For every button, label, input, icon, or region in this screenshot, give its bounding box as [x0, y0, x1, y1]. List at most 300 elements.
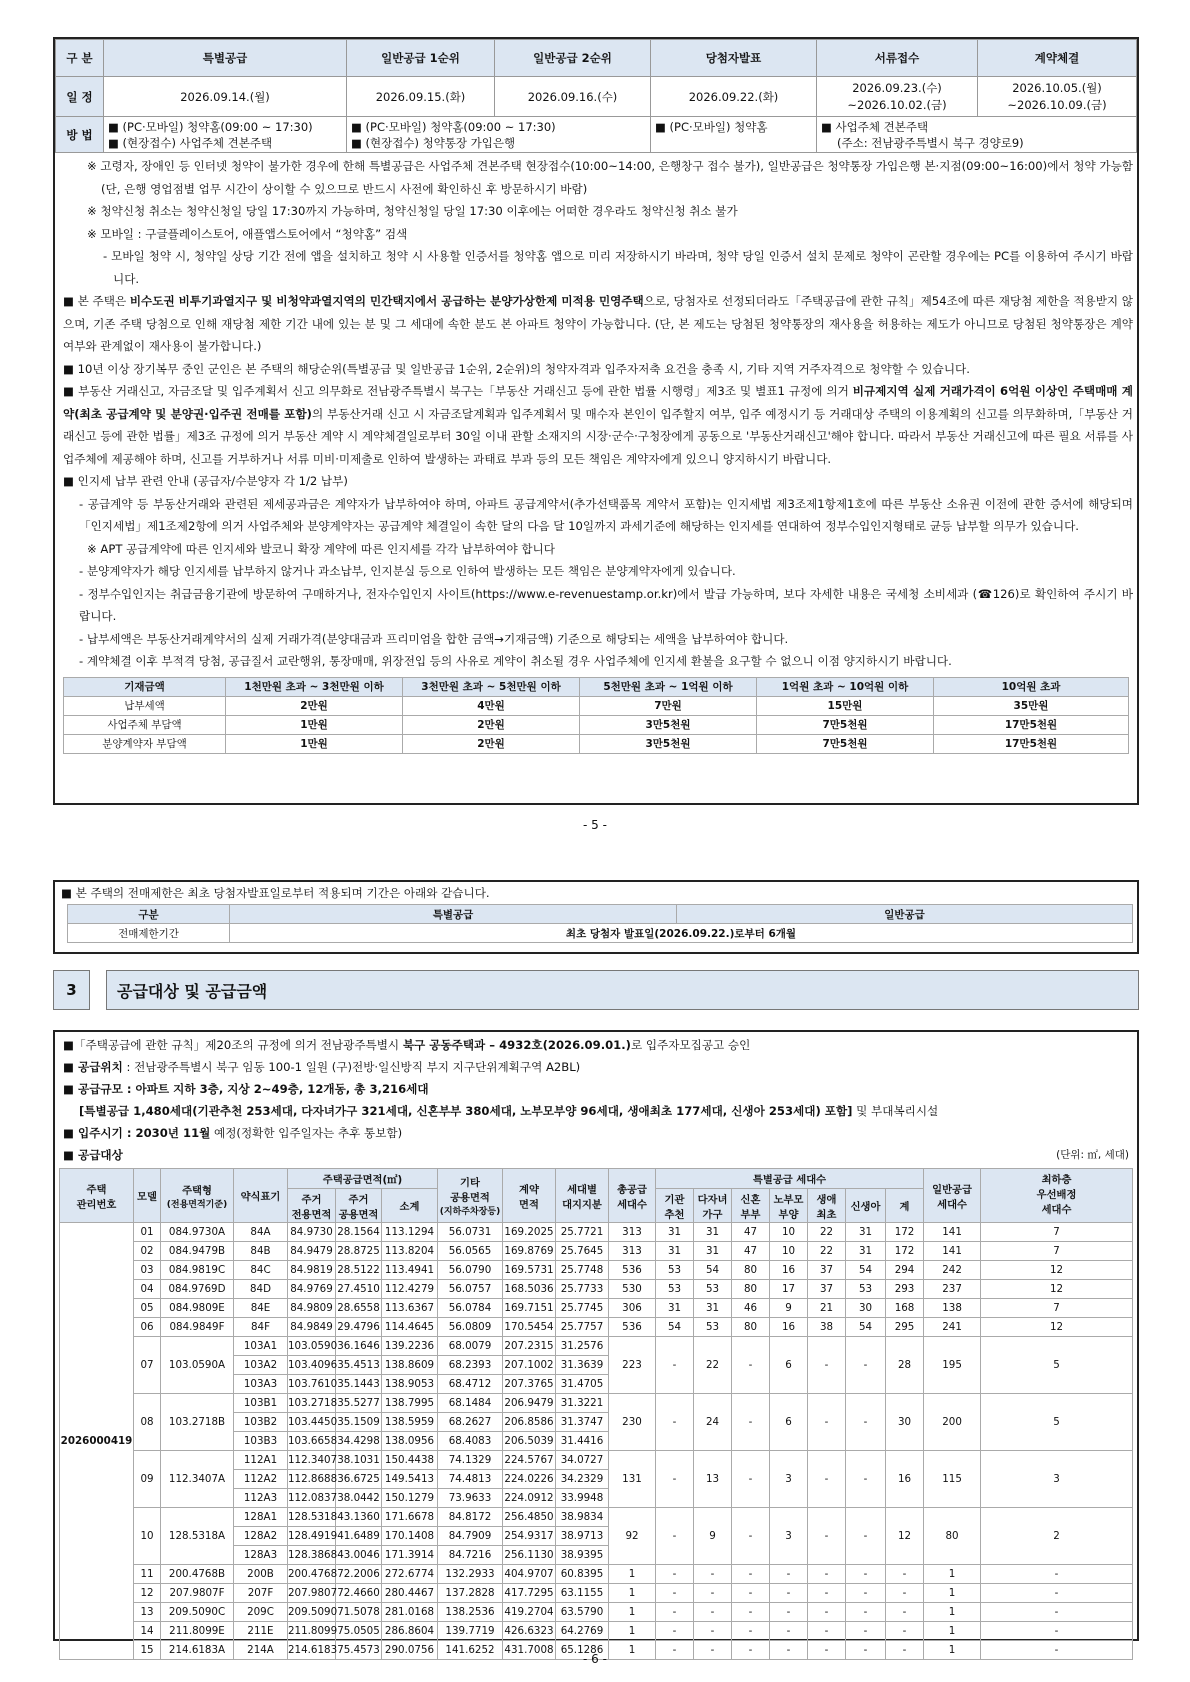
area-cell: 103A2 [234, 1356, 288, 1375]
date-cell: 2026.09.14.(월) [104, 77, 347, 117]
resale-value: 최초 당첨자 발표일(2026.09.22.)로부터 6개월 [230, 924, 1133, 943]
area-cell: 84.7909 [438, 1527, 503, 1546]
date-label: 일 정 [56, 77, 104, 117]
note-bold: 비수도권 비투기과열지구 및 비청약과열지역의 민간택지에서 공급하는 분양가상한제 미적용 민영주택 [129, 294, 644, 308]
area-cell: 43.1360 [336, 1508, 382, 1527]
special-cell: - [886, 1565, 924, 1584]
col-header: 기관 추천 [656, 1189, 694, 1223]
info-bold: 북구 공동주택과 – 4932호(2026.09.01.) [402, 1038, 631, 1052]
schedule-header: 서류접수 [817, 40, 978, 77]
note-text: - 공급계약 등 부동산거래와 관련된 제세공과금은 계약자가 납부하여야 하며, 아파트 공급계약서(추가선택품목 계약서 포함)는 인지세법 제3조제1항제1호에 따른 부동산 소유권 이전에 관한 증서에 해당되며「인지세법」제1조제2항에 의거 사업주체와 분양계약자는 공급계약 체결일이 속한 달의 다음 달 10일까지 과세기준에 해당하는 인지세를 연대하여 정부수입인지형태로 균등 납부할 의무가 있습니다. [79, 496, 1133, 533]
special-cell: 54 [846, 1318, 886, 1337]
tax-row [64, 696, 1129, 715]
col-header: 최하층 우선배정 세대수 [981, 1169, 1133, 1223]
schedule-header: 일반공급 2순위 [495, 40, 651, 77]
info-text: 및 부대복리시설 [852, 1104, 939, 1118]
model-cell: 04 [134, 1280, 161, 1299]
info-bold: ■ 공급규모 [63, 1082, 123, 1096]
tax-cell: 15만원 [757, 696, 934, 715]
area-cell: 207.1002 [503, 1356, 556, 1375]
model-cell: 11 [134, 1565, 161, 1584]
type-cell: 084.9809E [161, 1299, 234, 1318]
area-cell: 84.7216 [438, 1546, 503, 1565]
area-cell: 63.1155 [556, 1584, 609, 1603]
date-cell [978, 77, 1137, 117]
area-cell: 281.0168 [382, 1603, 438, 1622]
table-row [60, 1337, 1133, 1356]
area-cell: 113.6367 [382, 1299, 438, 1318]
low-floor-cell: - [981, 1565, 1133, 1584]
schedule-header: 구 분 [56, 40, 104, 77]
special-cell: 294 [886, 1261, 924, 1280]
note-text: - 분양계약자가 해당 인지세를 납부하지 않거나 과소납부, 인지분실 등으로 인하여 발생하는 모든 책임은 분양계약자에게 있습니다. [79, 564, 736, 578]
type-cell: 103.2718B [161, 1394, 234, 1451]
col-header: 주거 공용면적 [336, 1189, 382, 1223]
area-cell: 25.7645 [556, 1242, 609, 1261]
info-bold: : 아파트 지하 3층, 지상 2~49층, 12개동, 총 3,216세대 [122, 1082, 429, 1096]
col-header-sub: (지하주차장등) [439, 1207, 501, 1217]
low-floor-cell: 7 [981, 1242, 1133, 1261]
area-cell: 68.4083 [438, 1432, 503, 1451]
total-cell: 313 [609, 1223, 656, 1242]
model-cell: 12 [134, 1584, 161, 1603]
area-cell: 139.2236 [382, 1337, 438, 1356]
area-cell: 206.8586 [503, 1413, 556, 1432]
tax-cell: 2만원 [226, 696, 403, 715]
area-cell: 209C [234, 1603, 288, 1622]
special-cell: - [886, 1622, 924, 1641]
area-cell: 29.4796 [336, 1318, 382, 1337]
special-cell: - [846, 1565, 886, 1584]
resale-note: ■ 본 주택의 전매제한은 최초 당첨자발표일로부터 적용되며 기간은 아래와 같습니다. [61, 886, 490, 900]
special-cell: 12 [886, 1508, 924, 1565]
special-cell: 31 [846, 1242, 886, 1261]
area-cell: 138.8609 [382, 1356, 438, 1375]
tax-cell: 1만원 [226, 734, 403, 753]
special-cell: - [886, 1584, 924, 1603]
info-bold: ■ 공급대상 [63, 1148, 123, 1162]
tax-cell: 7만원 [580, 696, 757, 715]
general-cell: 1 [924, 1603, 981, 1622]
area-cell: 68.2393 [438, 1356, 503, 1375]
col-header [161, 1169, 234, 1223]
area-cell: 64.2769 [556, 1622, 609, 1641]
area-cell: 171.6678 [382, 1508, 438, 1527]
page-number: - 6 - [583, 1652, 607, 1666]
total-cell: 1 [609, 1622, 656, 1641]
special-cell: - [732, 1394, 770, 1451]
special-cell: 30 [846, 1299, 886, 1318]
area-cell: 112A1 [234, 1451, 288, 1470]
unit-note: (단위: ㎡, 세대) [1056, 1149, 1129, 1161]
area-cell: 65.1286 [556, 1641, 609, 1660]
type-cell: 084.9479B [161, 1242, 234, 1261]
area-cell: 84D [234, 1280, 288, 1299]
section-heading [53, 970, 1139, 1010]
area-cell: 139.7719 [438, 1622, 503, 1641]
area-cell: 211E [234, 1622, 288, 1641]
tax-header: 3천만원 초과 ~ 5천만원 이하 [403, 677, 580, 696]
special-cell: 31 [694, 1242, 732, 1261]
general-cell: 1 [924, 1622, 981, 1641]
tax-cell: 3만5천원 [580, 715, 757, 734]
special-cell: - [694, 1603, 732, 1622]
model-cell: 06 [134, 1318, 161, 1337]
type-cell: 084.9819C [161, 1261, 234, 1280]
low-floor-cell: - [981, 1584, 1133, 1603]
total-cell: 536 [609, 1261, 656, 1280]
area-cell: 138.7995 [382, 1394, 438, 1413]
special-cell: - [656, 1565, 694, 1584]
special-cell: 17 [770, 1280, 808, 1299]
special-cell: 10 [770, 1242, 808, 1261]
special-cell: 21 [808, 1299, 846, 1318]
supply-body [60, 1223, 1133, 1660]
type-cell: 207.9807F [161, 1584, 234, 1603]
area-cell: 84.9730 [288, 1223, 336, 1242]
area-cell: 113.8204 [382, 1242, 438, 1261]
area-cell: 103A1 [234, 1337, 288, 1356]
area-cell: 73.9633 [438, 1489, 503, 1508]
model-cell: 03 [134, 1261, 161, 1280]
area-cell: 25.7733 [556, 1280, 609, 1299]
total-cell: 1 [609, 1584, 656, 1603]
general-cell: 1 [924, 1584, 981, 1603]
area-cell: 75.0505 [336, 1622, 382, 1641]
general-cell: 237 [924, 1280, 981, 1299]
area-cell: 31.3747 [556, 1413, 609, 1432]
col-header: 신혼 부부 [732, 1189, 770, 1223]
mgmt-number-cell: 2026000419 [60, 1223, 134, 1660]
special-cell: 54 [846, 1261, 886, 1280]
tax-cell: 1만원 [226, 715, 403, 734]
area-cell: 56.0809 [438, 1318, 503, 1337]
area-cell: 112.8688 [288, 1470, 336, 1489]
special-cell: - [846, 1508, 886, 1565]
area-cell: 214.6183 [288, 1641, 336, 1660]
method-line: ■ (현장접수) 사업주체 견본주택 [108, 135, 273, 150]
low-floor-cell: - [981, 1603, 1133, 1622]
info-line [63, 1122, 1133, 1144]
area-cell: 35.1509 [336, 1413, 382, 1432]
table-row [60, 1280, 1133, 1299]
low-floor-cell: 12 [981, 1318, 1133, 1337]
special-cell: 3 [770, 1508, 808, 1565]
area-cell: 56.0731 [438, 1223, 503, 1242]
special-cell: - [808, 1641, 846, 1660]
area-cell: 84F [234, 1318, 288, 1337]
special-cell: - [732, 1584, 770, 1603]
special-cell: 37 [808, 1280, 846, 1299]
method-cell [817, 117, 1137, 153]
special-cell: 3 [770, 1451, 808, 1508]
low-floor-cell: 7 [981, 1299, 1133, 1318]
low-floor-cell: 2 [981, 1508, 1133, 1565]
area-cell: 84E [234, 1299, 288, 1318]
area-cell: 137.2828 [438, 1584, 503, 1603]
special-cell: - [846, 1394, 886, 1451]
date-start: 2026.10.05.(월) [1012, 80, 1102, 95]
col-header: 노부모 부양 [770, 1189, 808, 1223]
area-cell: 200.4768 [288, 1565, 336, 1584]
special-cell: 46 [732, 1299, 770, 1318]
special-cell: 38 [808, 1318, 846, 1337]
general-cell: 200 [924, 1394, 981, 1451]
date-cell: 2026.09.15.(화) [347, 77, 495, 117]
tax-cell: 17만5천원 [934, 715, 1129, 734]
special-cell: - [808, 1508, 846, 1565]
special-cell: 47 [732, 1242, 770, 1261]
info-text: : 전남광주특별시 북구 임동 100-1 일원 (구)전방·일신방직 부지 지구단위계획구역 A2BL) [122, 1060, 581, 1074]
col-header: 생애 최초 [808, 1189, 846, 1223]
date-cell [817, 77, 978, 117]
area-cell: 112A2 [234, 1470, 288, 1489]
special-cell: 16 [770, 1261, 808, 1280]
tax-row [64, 734, 1129, 753]
area-cell: 41.6489 [336, 1527, 382, 1546]
schedule-header: 당첨자발표 [651, 40, 817, 77]
area-cell: 103.2718 [288, 1394, 336, 1413]
special-cell: - [694, 1641, 732, 1660]
table-row [60, 1261, 1133, 1280]
area-cell: 170.1408 [382, 1527, 438, 1546]
table-row [60, 1223, 1133, 1242]
tax-cell: 17만5천원 [934, 734, 1129, 753]
area-cell: 224.5767 [503, 1451, 556, 1470]
special-cell: - [770, 1603, 808, 1622]
area-cell: 35.5277 [336, 1394, 382, 1413]
area-cell: 112.4279 [382, 1280, 438, 1299]
special-cell: 16 [770, 1318, 808, 1337]
general-cell: 141 [924, 1223, 981, 1242]
area-cell: 103.4450 [288, 1413, 336, 1432]
special-cell: 31 [656, 1299, 694, 1318]
date-cell: 2026.09.16.(수) [495, 77, 651, 117]
section-number: 3 [53, 970, 90, 1010]
area-cell: 35.4513 [336, 1356, 382, 1375]
resale-header: 일반공급 [677, 905, 1133, 924]
special-cell: 54 [694, 1261, 732, 1280]
model-cell: 09 [134, 1451, 161, 1508]
supply-table [59, 1168, 1133, 1660]
type-cell: 200.4768B [161, 1565, 234, 1584]
special-cell: 6 [770, 1337, 808, 1394]
model-cell: 14 [134, 1622, 161, 1641]
table-row [60, 1584, 1133, 1603]
resale-box [53, 880, 1139, 954]
area-cell: 207.9807 [288, 1584, 336, 1603]
area-cell: 112A3 [234, 1489, 288, 1508]
area-cell: 138.0956 [382, 1432, 438, 1451]
area-cell: 103.7610 [288, 1375, 336, 1394]
supply-box [53, 1030, 1139, 1656]
type-cell: 209.5090C [161, 1603, 234, 1622]
total-cell: 131 [609, 1451, 656, 1508]
tax-cell: 2만원 [403, 734, 580, 753]
area-cell: 74.4813 [438, 1470, 503, 1489]
schedule-header: 특별공급 [104, 40, 347, 77]
low-floor-cell: 7 [981, 1223, 1133, 1242]
method-label: 방 법 [56, 117, 104, 153]
table-row [60, 1318, 1133, 1337]
page5-box [53, 37, 1139, 805]
special-cell: - [732, 1508, 770, 1565]
special-cell: - [656, 1622, 694, 1641]
model-cell: 07 [134, 1337, 161, 1394]
total-cell: 92 [609, 1508, 656, 1565]
col-header: 일반공급 세대수 [924, 1169, 981, 1223]
area-cell: 206.9479 [503, 1394, 556, 1413]
area-cell: 72.4660 [336, 1584, 382, 1603]
type-cell: 084.9769D [161, 1280, 234, 1299]
area-cell: 71.5078 [336, 1603, 382, 1622]
special-cell: 37 [808, 1261, 846, 1280]
special-cell: - [846, 1451, 886, 1508]
special-cell: 22 [694, 1337, 732, 1394]
area-cell: 34.2329 [556, 1470, 609, 1489]
area-cell: 431.7008 [503, 1641, 556, 1660]
area-cell: 25.7748 [556, 1261, 609, 1280]
col-header-sub: (전용면적기준) [166, 1199, 228, 1210]
special-cell: 168 [886, 1299, 924, 1318]
method-cell [347, 117, 651, 153]
special-cell: 28 [886, 1337, 924, 1394]
low-floor-cell: - [981, 1641, 1133, 1660]
col-header: 다자녀 가구 [694, 1189, 732, 1223]
area-cell: 169.2025 [503, 1223, 556, 1242]
special-cell: - [846, 1337, 886, 1394]
area-cell: 103.4096 [288, 1356, 336, 1375]
area-cell: 38.9713 [556, 1527, 609, 1546]
total-cell: 313 [609, 1242, 656, 1261]
table-row [60, 1242, 1133, 1261]
special-cell: - [656, 1337, 694, 1394]
general-cell: 242 [924, 1261, 981, 1280]
type-cell: 112.3407A [161, 1451, 234, 1508]
area-cell: 68.1484 [438, 1394, 503, 1413]
schedule-table [55, 39, 1137, 153]
special-cell: 31 [846, 1223, 886, 1242]
note-text: - 납부세액은 부동산거래계약서의 실제 거래가격(분양대금과 프리미엄을 합한 금액→기재금액) 기준으로 해당되는 세액을 납부하여야 합니다. [79, 631, 789, 646]
special-cell: 31 [694, 1223, 732, 1242]
date-end: ~2026.10.02.(금) [847, 97, 947, 112]
note-text: ■ 본 주택은 [63, 294, 130, 308]
area-cell: 280.4467 [382, 1584, 438, 1603]
area-cell: 209.5090 [288, 1603, 336, 1622]
total-cell: 1 [609, 1641, 656, 1660]
area-cell: 206.5039 [503, 1432, 556, 1451]
note-bold: 비규제지역 실제 거래가격이 6억원 이상인 주택매매 계약(최초 공급계약 및 분양권·입주권 전매를 포함) [63, 384, 1133, 421]
section-title: 공급대상 및 공급금액 [106, 970, 1139, 1010]
area-cell: 114.4645 [382, 1318, 438, 1337]
model-cell: 08 [134, 1394, 161, 1451]
area-cell: 103B3 [234, 1432, 288, 1451]
info-bold: : 2030년 11월 [122, 1126, 211, 1140]
tax-row [64, 715, 1129, 734]
area-cell: 286.8604 [382, 1622, 438, 1641]
info-line [63, 1056, 1133, 1078]
area-cell: 31.2576 [556, 1337, 609, 1356]
note-text: - 모바일 청약 시, 청약일 상당 기간 전에 앱을 설치하고 청약 시 사용할 인증서를 청약홈 앱으로 미리 저장하시기 바라며, 청약 당일 인증서 설치 문제로 청약이 곤란할 경우에는 PC를 이용하여 주시기 바랍니다. [103, 249, 1133, 286]
col-header: 소계 [382, 1189, 438, 1223]
notes-block [55, 153, 1137, 673]
area-cell: 169.7151 [503, 1299, 556, 1318]
special-cell: - [808, 1394, 846, 1451]
low-floor-cell: 12 [981, 1280, 1133, 1299]
page-number: - 5 - [583, 818, 607, 832]
tax-header: 10억원 초과 [934, 677, 1129, 696]
area-cell: 224.0912 [503, 1489, 556, 1508]
table-row [60, 1299, 1133, 1318]
col-header: 주택 관리번호 [60, 1169, 134, 1223]
note-text: ■ 인지세 납부 관련 안내 (공급자/수분양자 각 1/2 납부) [63, 474, 348, 488]
special-cell: 31 [656, 1242, 694, 1261]
area-cell: 31.3221 [556, 1394, 609, 1413]
total-cell: 1 [609, 1565, 656, 1584]
col-header-text: 주택형 [182, 1184, 212, 1197]
area-cell: 43.0046 [336, 1546, 382, 1565]
area-cell: 34.4298 [336, 1432, 382, 1451]
note-text: - 정부수입인지는 취급금융기관에 방문하여 구매하거나, 전자수입인지 사이트(https://www.e-revenuestamp.or.kr)에서 발급 가능하며, 보다 자세한 내용은 국세청 소비세과 (☎126)로 확인하여 주시기 바랍니다. [79, 586, 1133, 623]
tax-cell: 3만5천원 [580, 734, 757, 753]
method-line: ■ (현장접수) 청약통장 가입은행 [351, 135, 516, 150]
area-cell: 25.7745 [556, 1299, 609, 1318]
area-cell: 207.2315 [503, 1337, 556, 1356]
schedule-header: 일반공급 1순위 [347, 40, 495, 77]
area-cell: 28.5122 [336, 1261, 382, 1280]
area-cell: 33.9948 [556, 1489, 609, 1508]
special-cell: 9 [770, 1299, 808, 1318]
area-cell: 28.8725 [336, 1242, 382, 1261]
general-cell: 195 [924, 1337, 981, 1394]
area-cell: 132.2933 [438, 1565, 503, 1584]
special-cell: - [732, 1622, 770, 1641]
special-cell: - [770, 1641, 808, 1660]
special-cell: 172 [886, 1242, 924, 1261]
area-cell: 56.0565 [438, 1242, 503, 1261]
resale-table [67, 904, 1133, 943]
area-cell: 224.0226 [503, 1470, 556, 1489]
general-cell: 241 [924, 1318, 981, 1337]
special-cell: 53 [656, 1280, 694, 1299]
col-header: 총공급 세대수 [609, 1169, 656, 1223]
area-cell: 214A [234, 1641, 288, 1660]
area-cell: 171.3914 [382, 1546, 438, 1565]
special-cell: - [846, 1641, 886, 1660]
special-cell: 22 [808, 1223, 846, 1242]
area-cell: 68.4712 [438, 1375, 503, 1394]
area-cell: 36.1646 [336, 1337, 382, 1356]
area-cell: 68.0079 [438, 1337, 503, 1356]
area-cell: 168.5036 [503, 1280, 556, 1299]
tax-cell: 7만5천원 [757, 734, 934, 753]
resale-header: 특별공급 [230, 905, 677, 924]
area-cell: 256.1130 [503, 1546, 556, 1565]
area-cell: 211.8099 [288, 1622, 336, 1641]
special-cell: 31 [656, 1223, 694, 1242]
area-cell: 169.5731 [503, 1261, 556, 1280]
date-end: ~2026.10.09.(금) [1007, 97, 1107, 112]
area-cell: 84B [234, 1242, 288, 1261]
special-cell: 47 [732, 1223, 770, 1242]
area-cell: 103B1 [234, 1394, 288, 1413]
table-row [60, 1451, 1133, 1470]
col-header-text: 기타 공용면적 [450, 1177, 490, 1204]
info-bold: [특별공급 1,480세대(기관추천 253세대, 다자녀가구 321세대, 신혼부부 380세대, 노부모부양 96세대, 생애최초 177세대, 신생아 253세대) 포함] [79, 1104, 853, 1118]
area-cell: 207F [234, 1584, 288, 1603]
method-line: (주소: 전남광주특별시 북구 경양로9) [837, 135, 1024, 150]
area-cell: 103A3 [234, 1375, 288, 1394]
